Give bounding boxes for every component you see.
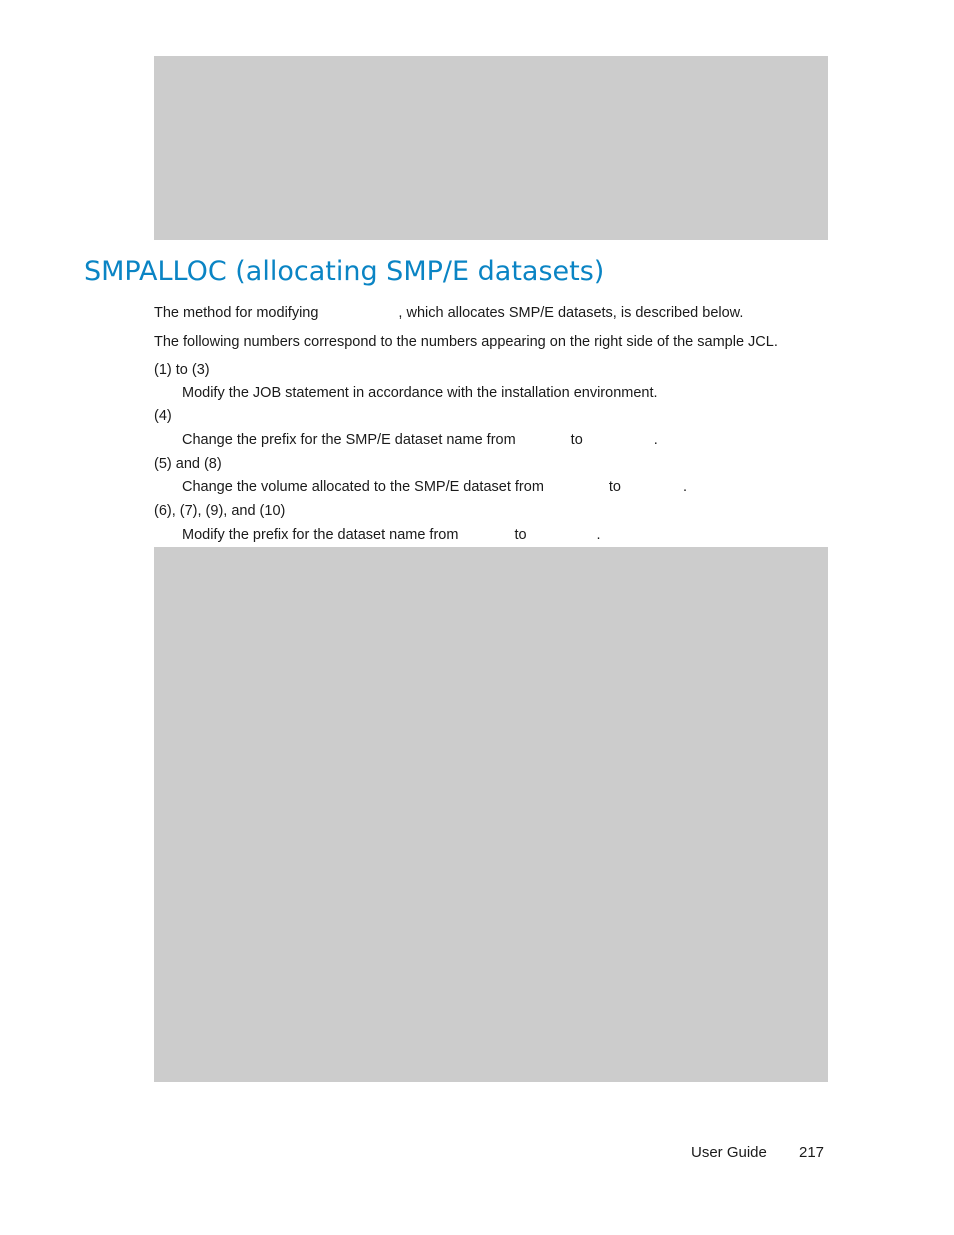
item-term: (5) and (8) (154, 456, 222, 472)
intro-paragraph-2: The following numbers correspond to the numbers appearing on the right side of the sample JCL. (154, 334, 778, 350)
item-description-text: Modify the prefix for the dataset name from (182, 527, 459, 543)
item-description-text: Change the volume allocated to the SMP/E dataset from (182, 479, 544, 495)
item-term: (4) (154, 408, 172, 424)
item-description-end: . (596, 527, 601, 543)
item-term: (1) to (3) (154, 362, 210, 378)
item-term: (6), (7), (9), and (10) (154, 503, 286, 519)
section-heading: SMPALLOC (allocating SMP/E datasets) (84, 256, 605, 287)
item-description: Modify the JOB statement in accordance with the installation environment. (182, 385, 658, 401)
item-description-end: . (683, 479, 688, 495)
page-number: 217 (799, 1144, 825, 1161)
intro-text-after: , which allocates SMP/E datasets, is described below. (398, 305, 744, 321)
intro-paragraph-1 (154, 304, 743, 322)
intro-text-before: The method for modifying (154, 305, 319, 321)
item-description (182, 526, 601, 544)
item-description-to: to (608, 479, 621, 495)
footer-guide-label: User Guide (691, 1144, 767, 1161)
code-sample-top (154, 56, 828, 240)
item-description (182, 431, 658, 449)
item-description (182, 478, 687, 496)
item-description-to: to (570, 432, 583, 448)
item-description-to: to (514, 527, 527, 543)
code-sample-bottom (154, 547, 828, 1082)
item-description-text: Change the prefix for the SMP/E dataset name from (182, 432, 516, 448)
item-description-end: . (653, 432, 658, 448)
